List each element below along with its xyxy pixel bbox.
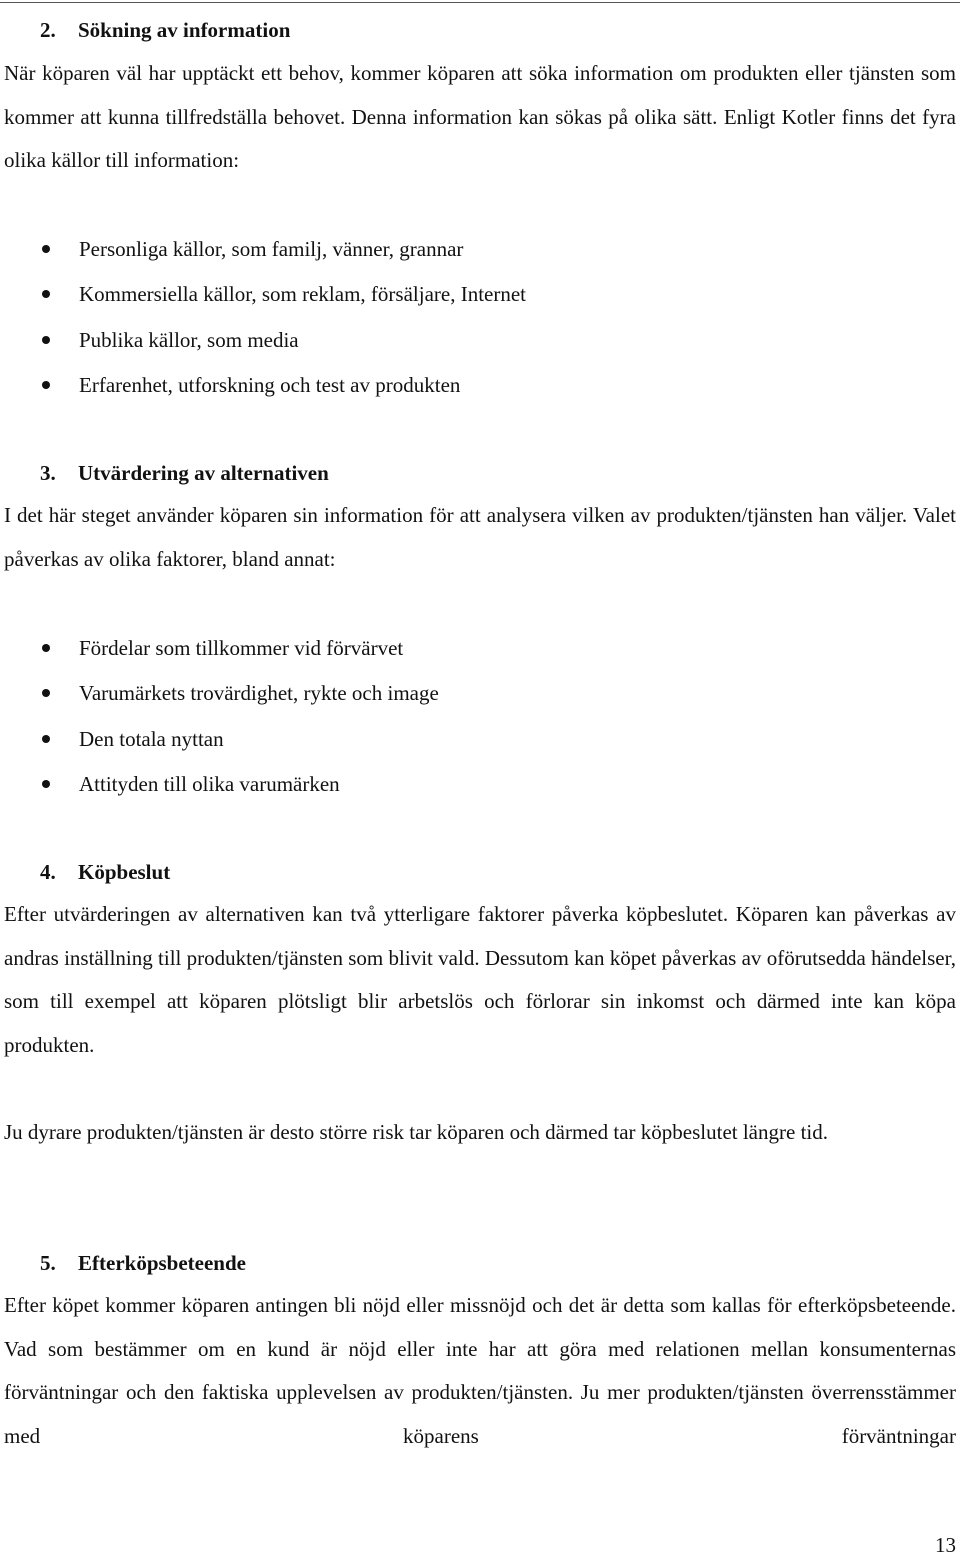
list-item-text: Kommersiella källor, som reklam, försäljare, Internet [79,282,526,307]
list-item-text: Fördelar som tillkommer vid förvärvet [79,636,404,660]
section-heading-4 [40,860,170,884]
section-2-bullet-list [0,237,900,418]
bullet-icon [42,644,50,652]
list-item [0,282,900,327]
page-number: 13 [935,1533,956,1557]
list-item [0,681,900,726]
bullet-icon [42,780,50,788]
list-item-text: Varumärkets trovärdighet, rykte och image [79,681,439,706]
section-number: 4. [40,860,56,884]
section-number: 2. [40,18,56,42]
section-heading-5 [40,1251,246,1275]
section-4-paragraph-2: Ju dyrare produkten/tjänsten är desto större risk tar köparen och därmed tar köpbeslutet längre tid. [4,1120,828,1144]
list-item [0,373,900,418]
section-title: Köpbeslut [78,860,171,884]
list-item [0,772,900,817]
section-number: 3. [40,461,56,485]
section-3-paragraph: I det här steget använder köparen sin information för att analysera vilken av produkten/tjänsten han väljer. Valet påverkas av olika faktorer, bland annat: [4,503,956,571]
bullet-icon [42,689,50,697]
section-2-paragraph: När köparen väl har upptäckt ett behov, kommer köparen att söka information om produkten eller tjänsten som kommer att kunna tillfredställa behovet. Denna information kan sökas på olika sätt. Enligt Kotler finns det fyra olika källor till information: [4,61,956,173]
section-title: Utvärdering av alternativen [78,461,329,485]
bullet-icon [42,381,50,389]
list-item-text: Personliga källor, som familj, vänner, grannar [79,237,464,261]
list-item-text: Attityden till olika varumärken [79,771,340,796]
list-item [0,237,900,282]
list-item-text: Erfarenhet, utforskning och test av produkten [79,372,461,397]
section-number: 5. [40,1251,56,1275]
section-heading-2 [40,18,290,42]
section-title: Sökning av information [78,18,291,42]
section-4-paragraph: Efter utvärderingen av alternativen kan två ytterligare faktorer påverka köpbeslutet. Köparen kan påverkas av andras inställning till produkten/tjänsten som blivit vald. Dessutom kan köpet påverkas av oförutsedda händelser, som till exempel att köparen plötsligt blir arbetslös och förlorar sin inkomst och därmed inte kan köpa produkten. [4,902,956,1057]
list-item [0,328,900,373]
bullet-icon [42,735,50,743]
list-item-text: Den totala nyttan [79,726,224,751]
bullet-icon [42,245,50,253]
top-rule [0,2,960,3]
section-5-paragraph: Efter köpet kommer köparen antingen bli nöjd eller missnöjd och det är detta som kallas för efterköpsbeteende. Vad som bestämmer om en kund är nöjd eller inte har att göra med relationen mellan konsumenternas förväntningar och den faktiska upplevelsen av produkten/tjänsten. Ju mer produkten/tjänsten överrensstämmer med köparens förväntningar [4,1293,956,1448]
list-item-text: Publika källor, som media [79,327,299,352]
section-3-bullet-list [0,636,900,817]
bullet-icon [42,336,50,344]
list-item [0,636,900,681]
list-item [0,727,900,772]
section-heading-3 [40,461,329,485]
bullet-icon [42,290,50,298]
section-title: Efterköpsbeteende [78,1251,246,1275]
